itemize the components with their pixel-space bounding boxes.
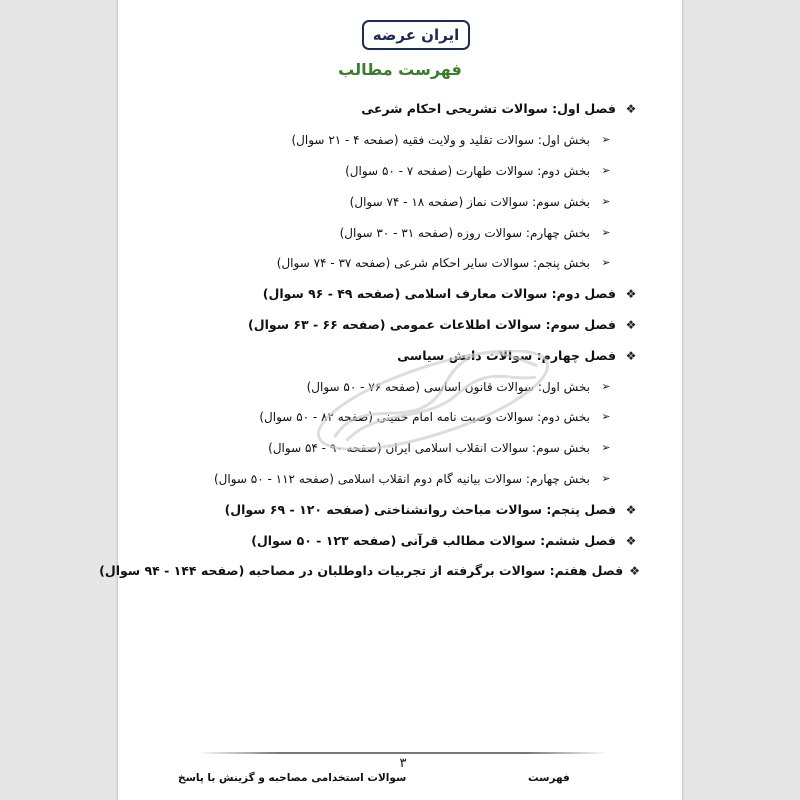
- toc-item-text: بخش سوم: سوالات انقلاب اسلامی ایران (صفحه ۹۰ - ۵۴ سوال): [268, 441, 590, 456]
- arrow-bullet-icon: ➢: [601, 133, 611, 147]
- toc-item-text: فصل ششم: سوالات مطالب قرآنی (صفحه ۱۲۳ - ۵۰ سوال): [251, 532, 616, 548]
- toc-item-text: بخش چهارم: سوالات روزه (صفحه ۳۱ - ۳۰ سوال): [339, 225, 590, 240]
- diamond-bullet-icon: ❖: [629, 564, 640, 579]
- diamond-bullet-icon: ❖: [625, 533, 637, 548]
- diamond-bullet-icon: ❖: [625, 287, 637, 302]
- toc-chapter-item[interactable]: [120, 279, 640, 310]
- toc-title: فهرست مطالب: [338, 60, 462, 79]
- toc-section-item[interactable]: [120, 464, 640, 495]
- toc-item-text: بخش سوم: سوالات نماز (صفحه ۱۸ - ۷۴ سوال): [349, 194, 590, 209]
- toc-item-text: بخش چهارم: سوالات بیانیه گام دوم انقلاب اسلامی (صفحه ۱۱۲ - ۵۰ سوال): [213, 471, 590, 486]
- toc-chapter-item[interactable]: [120, 94, 640, 125]
- toc-section-item[interactable]: [120, 433, 640, 464]
- diamond-bullet-icon: ❖: [625, 502, 637, 517]
- toc-chapter-item[interactable]: [120, 494, 640, 525]
- page-number: ۳: [399, 756, 407, 771]
- toc-section-item[interactable]: [120, 248, 640, 279]
- toc-item-text: فصل هفتم: سوالات برگرفته از تجربیات داوطلبان در مصاحبه (صفحه ۱۴۴ - ۹۴ سوال): [99, 563, 624, 579]
- toc-item-text: بخش دوم: سوالات طهارت (صفحه ۷ - ۵۰ سوال): [345, 163, 590, 178]
- diamond-bullet-icon: ❖: [625, 317, 637, 332]
- toc-section-item[interactable]: [120, 217, 640, 248]
- arrow-bullet-icon: ➢: [601, 441, 611, 455]
- toc-chapter-item[interactable]: [120, 525, 640, 556]
- toc-section-item[interactable]: [120, 371, 640, 402]
- toc-chapter-item[interactable]: [120, 310, 640, 341]
- toc-item-text: فصل سوم: سوالات اطلاعات عمومی (صفحه ۶۶ - ۶۳ سوال): [248, 316, 616, 332]
- toc-item-text: فصل چهارم: سوالات دانش سیاسی: [397, 347, 616, 363]
- toc-item-text: بخش دوم: سوالات وصیت نامه امام خمینی (صفحه ۸۲ - ۵۰ سوال): [259, 410, 590, 425]
- footer-divider: [198, 752, 608, 754]
- toc-section-item[interactable]: [120, 402, 640, 433]
- toc-item-text: بخش اول: سوالات تقلید و ولایت فقیه (صفحه ۴ - ۲۱ سوال): [291, 133, 590, 148]
- arrow-bullet-icon: ➢: [601, 410, 611, 424]
- arrow-bullet-icon: ➢: [601, 471, 611, 485]
- toc-item-text: بخش پنجم: سوالات سایر احکام شرعی (صفحه ۳۷ - ۷۴ سوال): [276, 256, 590, 271]
- arrow-bullet-icon: ➢: [601, 256, 611, 270]
- footer-section-name: فهرست: [528, 772, 570, 784]
- arrow-bullet-icon: ➢: [601, 194, 611, 208]
- toc-list: [99, 94, 640, 587]
- arrow-bullet-icon: ➢: [601, 379, 611, 393]
- toc-section-item[interactable]: [120, 156, 640, 187]
- brand-logo: [362, 20, 470, 50]
- toc-item-text: فصل دوم: سوالات معارف اسلامی (صفحه ۴۹ - ۹۶ سوال): [262, 286, 616, 302]
- brand-logo-text: ایران عرضه: [372, 26, 460, 44]
- toc-item-text: بخش اول: سوالات قانون اساسی (صفحه ۷۶ - ۵۰ سوال): [306, 379, 590, 394]
- diamond-bullet-icon: ❖: [625, 102, 637, 117]
- footer-book-title: سوالات استخدامی مصاحبه و گزینش با پاسخ: [178, 772, 407, 784]
- document-page: [99, 0, 682, 800]
- toc-item-text: فصل اول: سوالات تشریحی احکام شرعی: [361, 101, 616, 117]
- arrow-bullet-icon: ➢: [601, 163, 611, 177]
- toc-item-text: فصل پنجم: سوالات مباحث روانشناختی (صفحه ۱۲۰ - ۶۹ سوال): [224, 501, 616, 517]
- toc-chapter-item[interactable]: [120, 340, 640, 371]
- diamond-bullet-icon: ❖: [625, 348, 637, 363]
- toc-section-item[interactable]: [120, 186, 640, 217]
- toc-chapter-item[interactable]: [99, 556, 640, 587]
- arrow-bullet-icon: ➢: [601, 225, 611, 239]
- toc-section-item[interactable]: [120, 125, 640, 156]
